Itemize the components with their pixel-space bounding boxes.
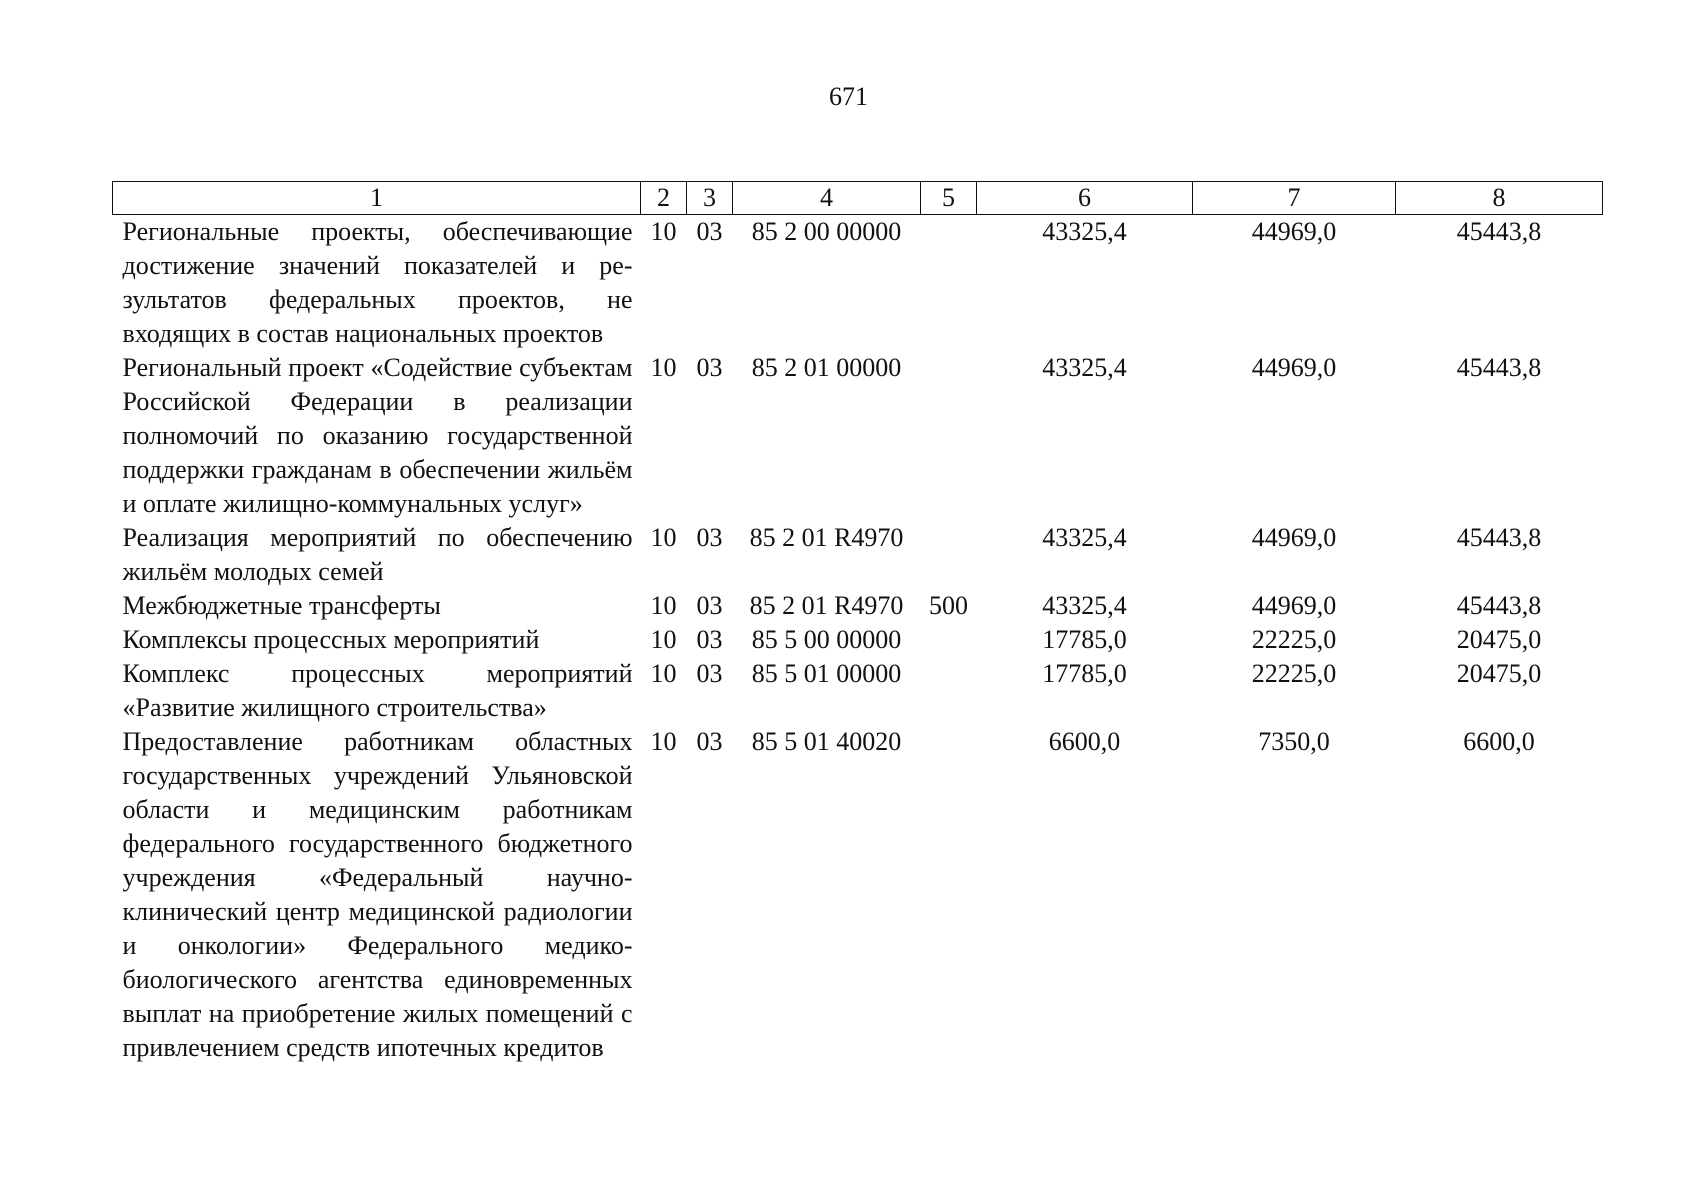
row-expense-type — [921, 351, 977, 521]
row-value-col6: 17785,0 — [1042, 625, 1127, 654]
header-col-6: 6 — [977, 182, 1193, 215]
row-subsection: 03 — [696, 625, 723, 654]
row-value-col6: 43325,4 — [1042, 217, 1127, 246]
row-target-code: 85 2 01 R4970 — [749, 523, 904, 552]
table-row — [113, 623, 1603, 657]
row-target-code: 85 2 01 00000 — [751, 353, 902, 382]
row-value-col6: 17785,0 — [1042, 659, 1127, 688]
row-value-col7: 44969,0 — [1251, 591, 1337, 620]
header-col-8: 8 — [1396, 182, 1603, 215]
row-value-col8: 45443,8 — [1456, 591, 1542, 620]
row-value-col7: 7350,0 — [1258, 727, 1330, 756]
row-value-col8: 20475,0 — [1456, 659, 1542, 688]
header-col-1: 1 — [113, 182, 641, 215]
row-description: Региональный проект «Содействие субъектам Российской Федерации в реализации полномочий по оказанию государственной поддержки гражданам в обеспечении жильём и оплате жилищно-коммунальных услуг» — [122, 353, 633, 518]
header-col-7: 7 — [1193, 182, 1396, 215]
budget-table — [112, 181, 1603, 1065]
row-value-col6: 43325,4 — [1042, 353, 1127, 382]
row-value-col7: 22225,0 — [1251, 625, 1337, 654]
table-row — [113, 351, 1603, 521]
row-value-col8: 45443,8 — [1456, 217, 1542, 246]
row-expense-type — [921, 521, 977, 589]
row-description: Предоставление работникам областных государственных учреждений Ульяновской области и медицинским работникам федерального государственного бюджетного учреждения «Федеральный научно-клинический центр медицинской радиологии и онкологии» Федерального медико-биологического агентства единовременных выплат на приобретение жилых помещений с привлечением средств ипотечных кредитов — [122, 727, 633, 1062]
row-target-code: 85 5 00 00000 — [751, 625, 902, 654]
table-row — [113, 215, 1603, 352]
row-expense-type: 500 — [929, 591, 968, 620]
row-value-col7: 44969,0 — [1251, 217, 1337, 246]
row-subsection: 03 — [696, 591, 723, 620]
row-value-col8: 20475,0 — [1456, 625, 1542, 654]
row-target-code: 85 5 01 40020 — [751, 727, 902, 756]
row-expense-type — [921, 657, 977, 725]
row-value-col7: 44969,0 — [1251, 523, 1337, 552]
row-expense-type — [921, 215, 977, 352]
row-value-col8: 45443,8 — [1456, 523, 1542, 552]
header-col-5: 5 — [921, 182, 977, 215]
header-col-2: 2 — [641, 182, 687, 215]
row-section: 10 — [650, 353, 677, 382]
row-value-col6: 6600,0 — [1048, 727, 1121, 756]
row-target-code: 85 2 01 R4970 — [749, 591, 904, 620]
table-row — [113, 521, 1603, 589]
row-value-col8: 45443,8 — [1456, 353, 1542, 382]
row-value-col7: 22225,0 — [1251, 659, 1337, 688]
row-expense-type — [921, 725, 977, 1065]
row-subsection: 03 — [696, 659, 723, 688]
row-subsection: 03 — [696, 523, 723, 552]
row-description: Комплексы процессных мероприятий — [122, 625, 540, 654]
table-row — [113, 657, 1603, 725]
header-col-3: 3 — [687, 182, 733, 215]
page-number: 671 — [829, 82, 868, 111]
table-row — [113, 725, 1603, 1065]
row-section: 10 — [650, 727, 677, 756]
row-expense-type — [921, 623, 977, 657]
row-subsection: 03 — [696, 353, 723, 382]
row-subsection: 03 — [696, 217, 723, 246]
row-value-col6: 43325,4 — [1042, 523, 1127, 552]
row-section: 10 — [650, 659, 677, 688]
row-section: 10 — [650, 591, 677, 620]
header-row — [113, 182, 1603, 215]
row-description: Реализация мероприятий по обеспечению жильём молодых семей — [122, 523, 633, 586]
row-description: Комплекс процессных мероприятий «Развитие жилищного строительства» — [122, 659, 633, 722]
table-row — [113, 589, 1603, 623]
row-description: Межбюджетные трансферты — [122, 591, 441, 620]
row-section: 10 — [650, 523, 677, 552]
header-col-4: 4 — [733, 182, 921, 215]
row-subsection: 03 — [696, 727, 723, 756]
row-value-col6: 43325,4 — [1042, 591, 1127, 620]
row-section: 10 — [650, 217, 677, 246]
row-section: 10 — [650, 625, 677, 654]
row-target-code: 85 5 01 00000 — [751, 659, 902, 688]
row-target-code: 85 2 00 00000 — [751, 217, 902, 246]
row-description: Региональные проекты, обеспечивающие достижение значений показателей и результатов федеральных проектов, не входящих в состав национальных проектов — [122, 217, 633, 348]
row-value-col7: 44969,0 — [1251, 353, 1337, 382]
row-value-col8: 6600,0 — [1463, 727, 1535, 756]
